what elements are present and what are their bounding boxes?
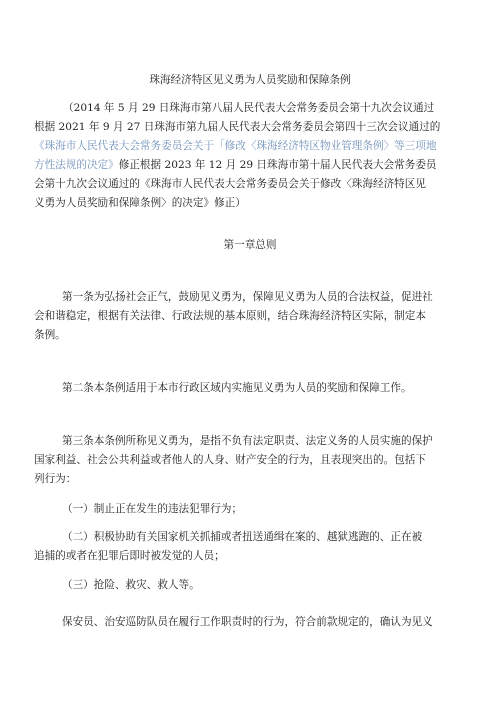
article-3-line-3: 列行为：	[34, 473, 77, 485]
article-3-item-3: （三）抢险、救灾、救人等。	[62, 579, 200, 591]
article-1-line-2: 会和谐稳定，根据有关法律、行政法规的基本原则，结合珠海经济特区实际，制定本	[34, 310, 426, 322]
preamble-line-4	[34, 158, 437, 172]
amendment-decision-link-continued[interactable]: 方性法规的决定》	[34, 159, 119, 171]
preamble-line-1: （2014 年 5 月 29 日珠海市第八届人民代表大会常务委员会第十九次会议通过	[63, 102, 435, 114]
preamble-line-4-text: 修正根据 2023 年 12 月 29 日珠海市第十届人民代表大会常务委员	[118, 159, 437, 171]
article-3-item-2-line-1: （二）积极协助有关国家机关抓捕或者扭送通缉在案的、越狱逃跑的、正在被	[62, 531, 423, 543]
chapter-heading: 第一章总则	[223, 239, 277, 251]
document-title: 珠海经济特区见义勇为人员奖励和保障条例	[149, 74, 351, 86]
article-3-line-1: 第三条本条例所称见义勇为，是指不负有法定职责、法定义务的人员实施的保护	[62, 435, 433, 447]
preamble-line-6: 义勇为人员奖励和保障条例〉的决定》修正）	[34, 197, 246, 209]
article-3-line-2: 国家利益、社会公共利益或者他人的人身、财产安全的行为，且表现突出的。包括下	[34, 454, 426, 466]
preamble-line-5: 会第十九次会议通过的《珠海市人民代表大会常务委员会关于修改〈珠海经济特区见	[34, 178, 426, 190]
preamble-line-2: 根据 2021 年 9 月 27 日珠海市第九届人民代表大会常务委员会第四十三次会议通过的	[34, 121, 441, 133]
article-3-note-line-1: 保安员、治安巡防队员在履行工作职责时的行为，符合前款规定的，确认为见义	[62, 616, 433, 628]
article-3-item-2-line-2: 追捕的或者在犯罪后即时被发觉的人员；	[34, 550, 225, 562]
article-2-line-1: 第二条本条例适用于本市行政区域内实施见义勇为人员的奖励和保障工作。	[62, 382, 412, 394]
article-1-line-3: 条例。	[34, 329, 66, 341]
amendment-decision-link[interactable]: 《珠海市人民代表大会常务委员会关于「修改〈珠海经济特区物业管理条例〉等三项地	[34, 140, 437, 152]
article-3-item-1: （一）制止正在发生的违法犯罪行为；	[62, 503, 243, 515]
article-1-line-1: 第一条为弘扬社会正气，鼓励见义勇为，保障见义勇为人员的合法权益，促进社	[62, 291, 433, 303]
